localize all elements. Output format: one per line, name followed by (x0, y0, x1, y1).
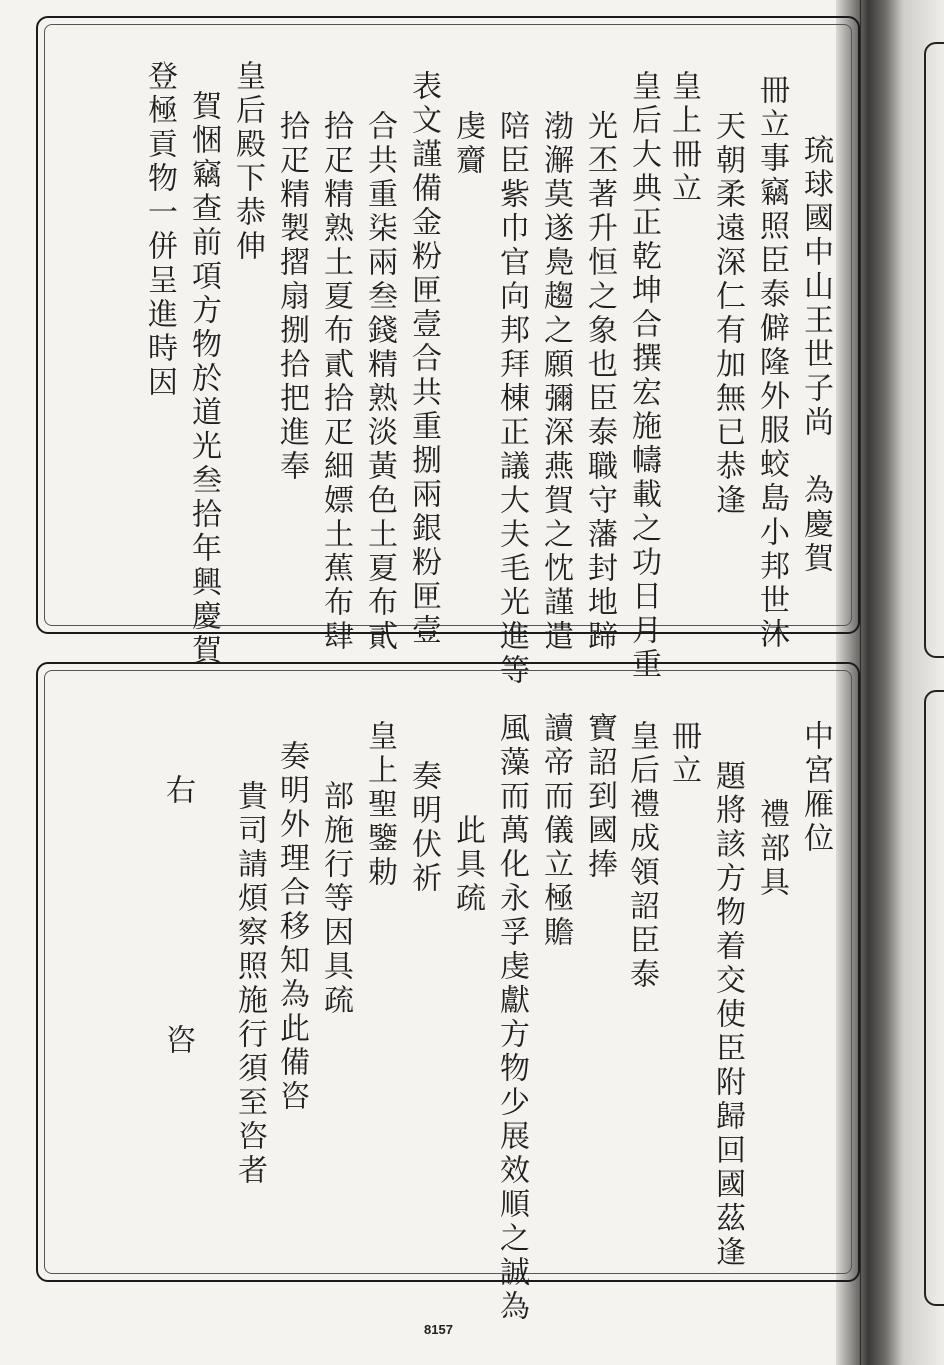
text-column: 貴司請煩察照施行須至咨者 (232, 780, 267, 1188)
text-column: 賀悃竊查前項方物於道光叁拾年興慶賀 (186, 90, 221, 668)
text-column: 陪臣紫巾官向邦拜棟正議大夫毛光進等 (494, 110, 529, 688)
adjacent-page-frame-bottom (924, 690, 944, 1306)
text-column: 禮部具 (754, 798, 789, 900)
text-column: 讀帝而儀立極贍 (538, 712, 573, 950)
text-column: 合共重柒兩叁錢精熟淡黃色土夏布貳 (362, 110, 397, 654)
text-column: 此具疏 (450, 814, 485, 916)
upper-document-panel (36, 16, 860, 688)
page-number: 8157 (424, 1322, 453, 1337)
text-column: 虔齎 (450, 110, 485, 178)
text-column: 皇上聖鑒勅 (362, 720, 397, 890)
text-column: 表文謹備金粉匣壹合共重捌兩銀粉匣壹 (406, 70, 441, 648)
text-column: 題將該方物着交使臣附歸回國茲逢 (710, 760, 745, 1270)
text-column: 咨 (160, 1024, 195, 1058)
text-column: 琉球國中山王世子尚 為慶賀 (798, 134, 833, 576)
text-column: 皇后大典正乾坤合撰宏施幬載之功日月重 (626, 70, 661, 682)
text-column: 冊立 (666, 720, 701, 788)
page-edge-line (860, 0, 861, 1365)
text-column: 中宮雁位 (798, 720, 833, 856)
text-column: 部施行等因具疏 (318, 780, 353, 1018)
text-column: 奏明伏祈 (406, 760, 441, 896)
lower-document-panel (36, 662, 860, 1324)
text-column: 拾疋精熟土夏布貳拾疋細嫖土蕉布肆 (318, 110, 353, 654)
text-column: 風藻而萬化永孚虔獻方物少展效順之誠為 (494, 712, 529, 1324)
text-column: 寶詔到國捧 (582, 712, 617, 882)
text-column: 光丕著升恒之象也臣泰職守藩封地蹄 (582, 110, 617, 654)
text-column: 右 (160, 774, 195, 808)
text-column: 冊立事竊照臣泰僻隆外服蛟島小邦世沐 (754, 74, 789, 652)
text-column: 皇后殿下恭伸 (230, 60, 265, 264)
adjacent-page-frame-top (924, 42, 944, 658)
text-column: 登極貢物一併呈進時因 (142, 60, 177, 400)
text-column: 皇上冊立 (666, 70, 701, 206)
text-column: 天朝柔遠深仁有加無已恭逢 (710, 110, 745, 518)
text-column: 拾疋精製摺扇捌拾把進奉 (274, 110, 309, 484)
text-column: 奏明外理合移知為此備咨 (274, 740, 309, 1114)
text-column: 渤澥莫遂鳧趨之願彌深燕賀之忱謹遣 (538, 110, 573, 654)
text-column: 皇后禮成領詔臣泰 (624, 720, 659, 992)
